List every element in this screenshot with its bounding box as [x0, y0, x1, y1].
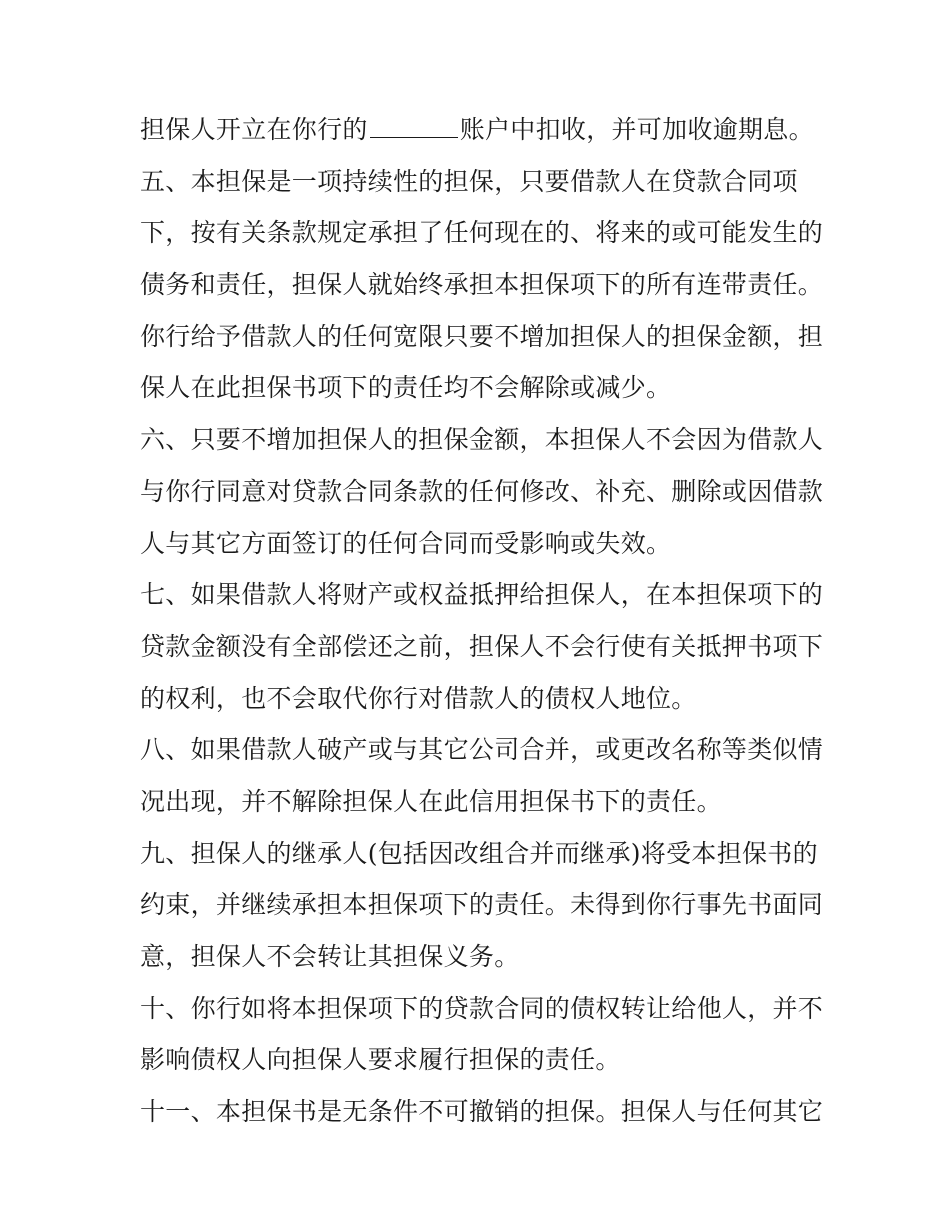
text-line-2: 五、本担保是一项持续性的担保，只要借款人在贷款合同项 [140, 166, 798, 196]
text-line-11: 贷款金额没有全部偿还之前，担保人不会行使有关抵押书项下 [140, 631, 824, 661]
text-line-10: 七、如果借款人将财产或权益抵押给担保人，在本担保项下的 [140, 580, 824, 610]
text-line-4: 债务和责任，担保人就始终承担本担保项下的所有连带责任。 [140, 270, 824, 300]
text-line-7: 六、只要不增加担保人的担保金额，本担保人不会因为借款人 [140, 425, 824, 455]
text-line-8: 与你行同意对贷款合同条款的任何修改、补充、删除或因借款 [140, 476, 824, 506]
text-line-3: 下，按有关条款规定承担了任何现在的、将来的或可能发生的 [140, 218, 824, 248]
text-line-9: 人与其它方面签订的任何合同而受影响或失效。 [140, 528, 672, 558]
text-line-14: 况出现，并不解除担保人在此信用担保书下的责任。 [140, 786, 722, 816]
text-line-15: 九、担保人的继承人(包括因改组合并而继承)将受本担保书的 [140, 838, 818, 868]
text-line-1-post: 账户中扣收，并可加收逾期息。 [459, 115, 814, 144]
text-line-17: 意，担保人不会转让其担保义务。 [140, 942, 520, 971]
text-line-19: 影响债权人向担保人要求履行担保的责任。 [140, 1045, 621, 1075]
text-line-12: 的权利，也不会取代你行对借款人的债权人地位。 [140, 683, 697, 713]
text-line-13: 八、如果借款人破产或与其它公司合并，或更改名称等类似情 [140, 735, 824, 765]
text-line-5: 你行给予借款人的任何宽限只要不增加担保人的担保金额，担 [140, 321, 824, 351]
text-line-1-pre: 担保人开立在你行的 [140, 115, 368, 144]
text-line-18: 十、你行如将本担保项下的贷款合同的债权转让给他人，并不 [140, 993, 824, 1023]
text-line-1 [140, 104, 820, 156]
text-line-16: 约束，并继续承担本担保项下的责任。未得到你行事先书面同 [140, 890, 824, 920]
account-blank-field [370, 109, 458, 138]
text-line-20: 十一、本担保书是无条件不可撤销的担保。担保人与任何其它 [140, 1097, 824, 1127]
text-line-6: 保人在此担保书项下的责任均不会解除或减少。 [140, 373, 672, 403]
document-body [140, 104, 824, 1138]
